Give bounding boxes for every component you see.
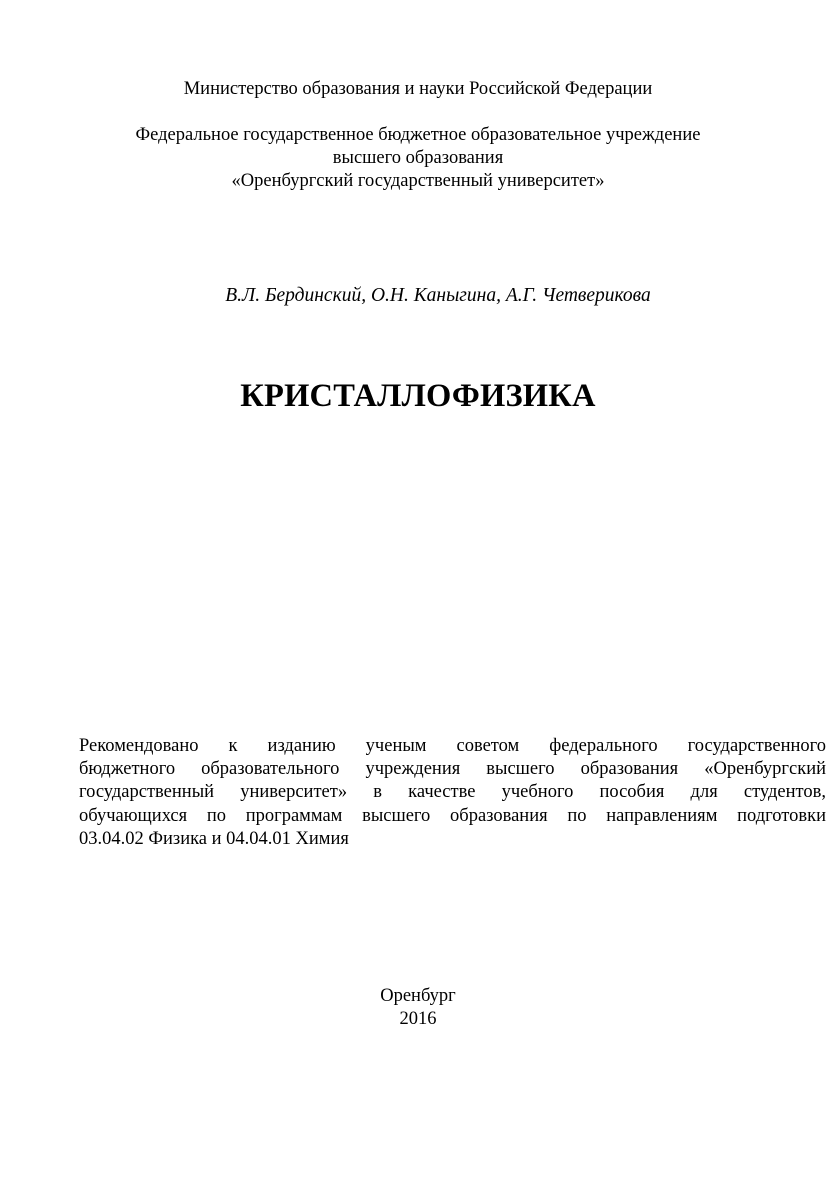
authors: В.Л. Бердинский, О.Н. Каныгина, А.Г. Четверикова [225,285,651,306]
recommendation-line: Рекомендовано к изданию ученым советом федерального государственного [79,736,826,756]
institution-line-name: «Оренбургский государственный университет» [231,171,605,191]
institution-block [0,124,836,193]
document-title: КРИСТАЛЛОФИЗИКА [240,378,596,414]
publication-city: Оренбург [380,986,456,1006]
institution-line-level: высшего образования [332,148,504,168]
recommendation-line: обучающихся по программам высшего образования по направлениям подготовки [79,805,826,826]
ministry-heading: Министерство образования и науки Российской Федерации [183,79,653,99]
recommendation-line: государственный университет» в качестве учебного пособия для студентов, [79,782,826,803]
recommendation-line: 03.04.02 Физика и 04.04.01 Химия [79,828,349,849]
institution-line-type: Федеральное государственное бюджетное образовательное учреждение [135,125,701,145]
publication-year: 2016 [399,1009,437,1029]
recommendation-paragraph [79,735,826,851]
recommendation-line: бюджетного образовательного учреждения высшего образования «Оренбургский [79,759,826,780]
